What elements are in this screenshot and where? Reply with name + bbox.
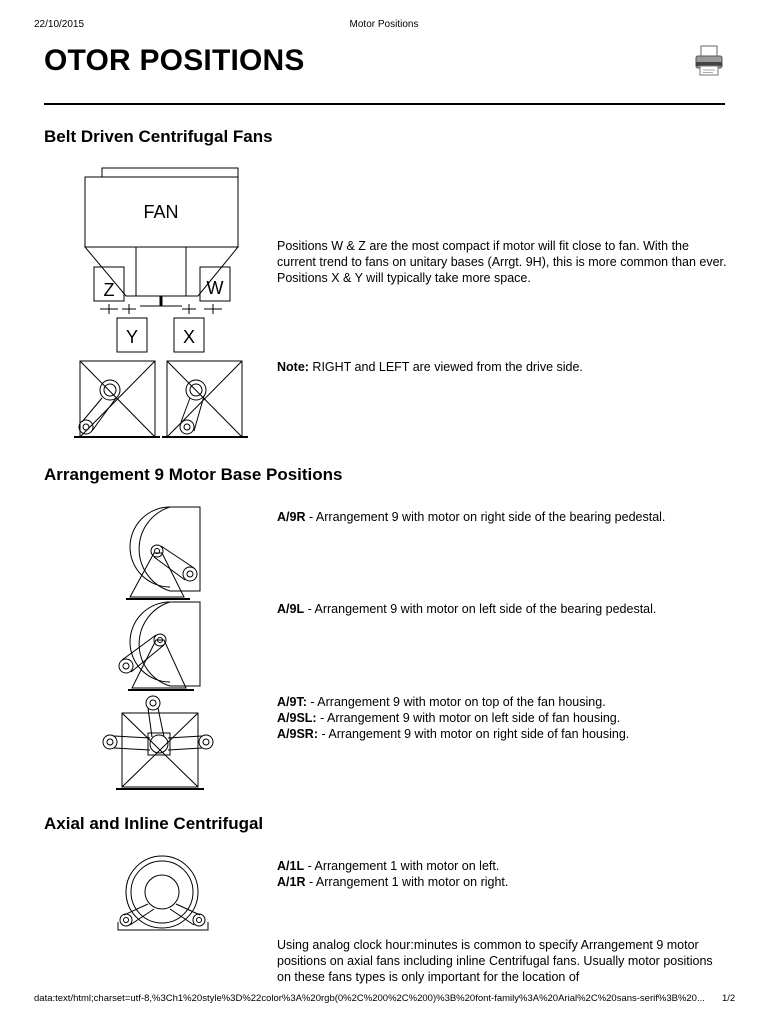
- a9l-diagram: [110, 600, 210, 695]
- belt-driven-fan-diagram: [70, 168, 260, 443]
- title-divider: [44, 103, 725, 105]
- a9l-text: - Arrangement 9 with motor on left side of the bearing pedestal.: [304, 602, 657, 616]
- page-title: OTOR POSITIONS: [44, 44, 305, 77]
- section-heading-belt-driven: Belt Driven Centrifugal Fans: [44, 127, 273, 146]
- a9sr-text: - Arrangement 9 with motor on right side of fan housing.: [317, 727, 630, 741]
- a9t-text: - Arrangement 9 with motor on top of the fan housing.: [306, 695, 606, 709]
- a9l-code: A/9L: [277, 602, 305, 616]
- footer-url: data:text/html;charset=utf-8,%3Ch1%20style%3D%22color%3A%20rgb(0%2C%200%2C%200)%3B%20font-family%3A%20Arial%2C%20sans-serif%3B%20...: [34, 993, 705, 1004]
- a9l-line: [277, 601, 656, 617]
- a9r-line: [277, 509, 665, 525]
- a9r-text: - Arrangement 9 with motor on right side of the bearing pedestal.: [305, 510, 666, 524]
- position-y-label: Y: [125, 327, 139, 347]
- position-w-label: W: [206, 278, 224, 298]
- print-header-title: Motor Positions: [349, 19, 419, 30]
- a1l-line: [277, 858, 499, 874]
- printer-icon[interactable]: [693, 44, 725, 78]
- belt-driven-description: Positions W & Z are the most compact if motor will fit close to fan. With the current trend to fans on unitary bases (Arrgt. 9H), this is more common than ever. Positions X & Y will typically take more space.: [277, 239, 727, 285]
- a1l-text: - Arrangement 1 with motor on left.: [304, 859, 500, 873]
- a9r-code: A/9R: [277, 510, 306, 524]
- axial-fan-diagram: [110, 852, 215, 934]
- a9sl-text: - Arrangement 9 with motor on left side of fan housing.: [316, 711, 621, 725]
- note-label: Note:: [277, 360, 309, 374]
- section-heading-axial-inline: Axial and Inline Centrifugal: [44, 814, 264, 833]
- fan-label: FAN: [143, 202, 179, 222]
- a9sl-code: A/9SL:: [277, 711, 317, 725]
- a9r-diagram: [110, 505, 210, 603]
- position-x-label: X: [182, 327, 196, 347]
- position-z-label: Z: [103, 280, 115, 300]
- section-heading-arrangement-9: Arrangement 9 Motor Base Positions: [44, 465, 343, 484]
- a9t-code: A/9T:: [277, 695, 307, 709]
- a9t-line: [277, 694, 606, 710]
- a9sr-code: A/9SR:: [277, 727, 318, 741]
- a9sr-line: [277, 726, 629, 742]
- note-line: [277, 359, 583, 375]
- note-text: RIGHT and LEFT are viewed from the drive side.: [308, 360, 583, 374]
- a9t-sl-sr-diagram: [102, 693, 218, 793]
- a9sl-line: [277, 710, 620, 726]
- a1r-text: - Arrangement 1 with motor on right.: [305, 875, 509, 889]
- a1r-code: A/1R: [277, 875, 306, 889]
- footer-page-number: 1/2: [722, 993, 736, 1004]
- print-date: 22/10/2015: [34, 19, 85, 30]
- a1r-line: [277, 874, 508, 890]
- axial-description: Using analog clock hour:minutes is common to specify Arrangement 9 motor positions on axial fans including inline Centrifugal fans. Usually motor positions on these fans types is only important for the location of: [277, 938, 713, 984]
- a1l-code: A/1L: [277, 859, 305, 873]
